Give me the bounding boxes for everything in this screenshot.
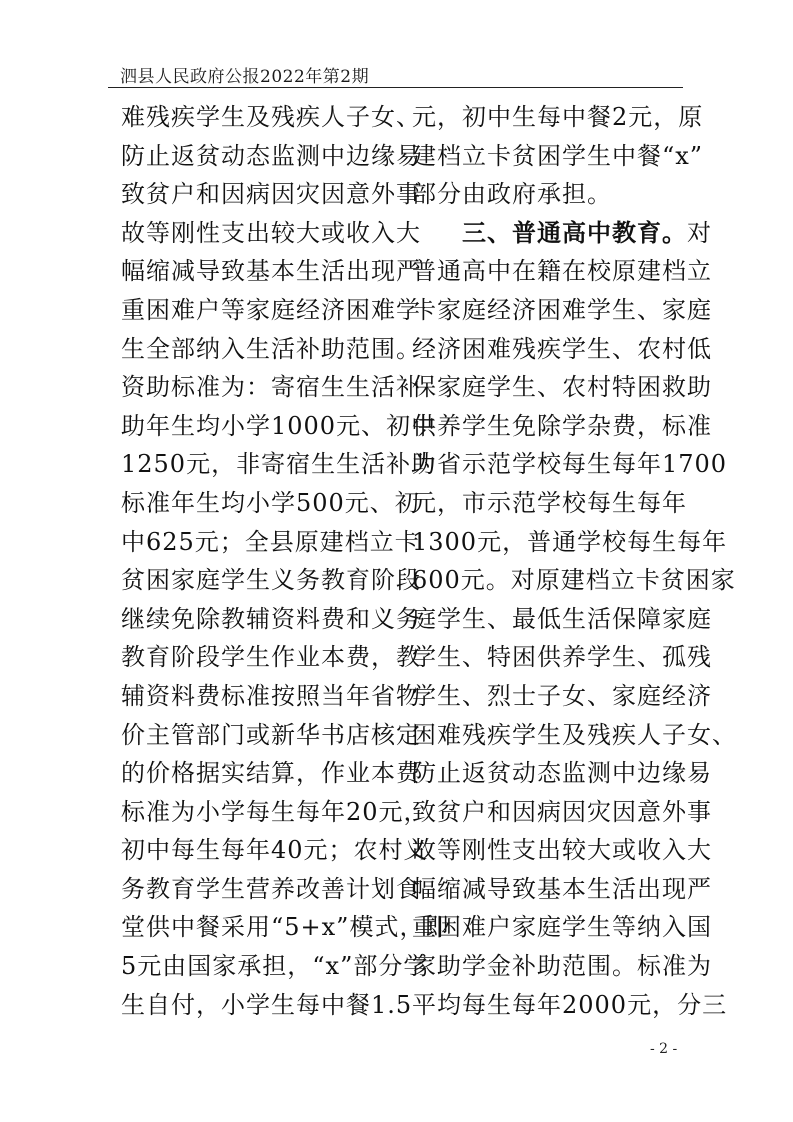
left-text-column [121, 98, 450, 1024]
text-line: 初中每生每年40元；农村义 [121, 836, 429, 865]
text-line: 幅缩减导致基本生活出现严 [412, 874, 712, 903]
text-line: 故等刚性支出较大或收入大 [412, 836, 712, 865]
text-line: 的价格据实结算，作业本费 [121, 759, 421, 788]
text-line: 重困难户等家庭经济困难学 [121, 295, 421, 324]
text-line: 普通高中在籍在校原建档立 [412, 257, 712, 286]
text-line: 学生、特困供养学生、孤残 [412, 643, 712, 672]
text-line: 教育阶段学生作业本费，教 [121, 643, 421, 672]
text-line: 生自付，小学生每中餐1.5 [121, 990, 413, 1019]
header-divider [108, 87, 683, 88]
text-line: 元，市示范学校每生每年 [412, 488, 687, 517]
text-line: 中625元；全县原建档立卡 [121, 527, 420, 556]
text-line: 学生、烈士子女、家庭经济 [412, 681, 712, 710]
text-line: 标准年生均小学500元、初 [121, 488, 420, 517]
text-line: 致贫户和因病因灾因意外事 [412, 797, 712, 826]
text-line: 堂供中餐采用“5+x”模式，即 [121, 913, 450, 942]
text-line: 卡家庭经济困难学生、家庭 [412, 295, 712, 324]
section-heading: 三、普通高中教育。 [462, 217, 687, 247]
text-line: 辅资料费标准按照当年省物 [121, 681, 421, 710]
text-line: 防止返贫动态监测中边缘易 [121, 141, 421, 170]
text-line: 元，初中生每中餐2元，原 [412, 103, 704, 131]
text-line: 防止返贫动态监测中边缘易 [412, 759, 712, 788]
right-text-column [412, 98, 737, 1024]
text-line: 平均每生每年2000元，分三 [412, 990, 728, 1019]
text-line: 1300元，普通学校每生每年 [412, 527, 728, 556]
text-line: 为省示范学校每生每年1700 [412, 450, 728, 479]
text-line: 致贫户和因病因灾因意外事 [121, 180, 421, 209]
text-line: 保家庭学生、农村特困救助 [412, 373, 712, 402]
text-line: 经济困难残疾学生、农村低 [412, 334, 712, 363]
text-line: 幅缩减导致基本生活出现严 [121, 257, 421, 286]
text-line: 家助学金补助范围。标准为 [412, 952, 712, 981]
bulletin-header: 泗县人民政府公报2022年第2期 [120, 67, 370, 87]
text-line: 继续免除教辅资料费和义务 [121, 604, 421, 633]
text-line: 资助标准为：寄宿生生活补 [121, 373, 421, 402]
text-line: 建档立卡贫困学生中餐“x” [412, 141, 704, 170]
text-line: 供养学生免除学杂费，标准 [412, 411, 712, 440]
text-line: 助年生均小学1000元、初中 [121, 411, 437, 440]
text-line: 难残疾学生及残疾人子女、 [121, 103, 421, 131]
text-line: 600元。对原建档立卡贫困家 [412, 566, 736, 595]
text-line: 务教育学生营养改善计划食 [121, 874, 421, 903]
text-line: 贫困家庭学生义务教育阶段 [121, 566, 421, 595]
text-line: 价主管部门或新华书店核定 [121, 720, 421, 749]
text-line: 1250元，非寄宿生生活补助 [121, 450, 437, 479]
text-line: 生全部纳入生活补助范围。 [121, 334, 421, 363]
section-heading-line [412, 214, 712, 253]
text-line: 困难残疾学生及残疾人子女、 [412, 720, 737, 749]
text-line: 故等刚性支出较大或收入大 [121, 218, 421, 247]
text-line: 重困难户家庭学生等纳入国 [412, 913, 712, 942]
text-line: 部分由政府承担。 [412, 180, 612, 209]
text-line: 标准为小学每生每年20元， [121, 797, 429, 826]
heading-continuation: 对 [687, 218, 712, 247]
text-line: 5元由国家承担，“x”部分学 [121, 952, 429, 981]
page-number: - 2 - [650, 1041, 678, 1057]
text-line: 庭学生、最低生活保障家庭 [412, 604, 712, 633]
